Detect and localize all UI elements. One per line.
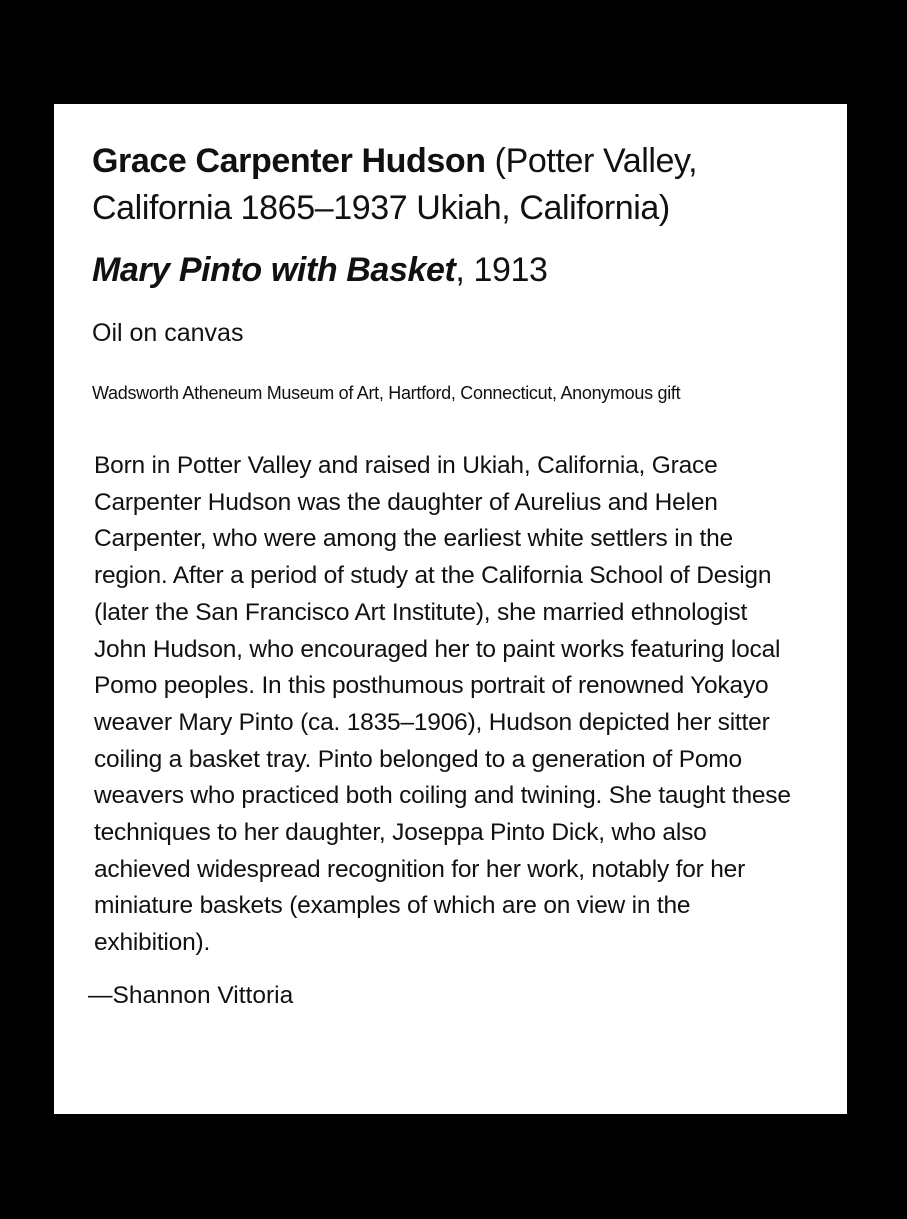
artist-details: (Potter Valley, California 1865–1937 Ukiah, California) <box>92 142 698 227</box>
label-description: Born in Potter Valley and raised in Ukiah, California, Grace Carpenter Hudson was the daughter of Aurelius and Helen Carpenter, who were among the earliest white settlers in the region. After a period of study at the California School of Design (later the San Francisco Art Institute), she married ethnologist John Hudson, who encouraged her to paint works featuring local Pomo peoples. In this posthumous portrait of renowned Yokayo weaver Mary Pinto (ca. 1835–1906), Hudson depicted her sitter coiling a basket tray. Pinto belonged to a generation of Pomo weavers who practiced both coiling and twining. She taught these techniques to her daughter, Joseppa Pinto Dick, who also achieved widespread recognition for her work, notably for her miniature baskets (examples of which are on view in the exhibition). <box>94 452 791 957</box>
artwork-heading <box>92 248 812 292</box>
credit-line: Wadsworth Atheneum Museum of Art, Hartford, Connecticut, Anonymous gift <box>92 383 681 403</box>
artist-heading <box>92 138 812 232</box>
artist-name: Grace Carpenter Hudson <box>92 142 486 180</box>
artwork-title: Mary Pinto with Basket <box>92 251 456 289</box>
artwork-date: , 1913 <box>455 251 548 289</box>
artwork-medium: Oil on canvas <box>92 319 244 347</box>
museum-label-card <box>54 104 847 1114</box>
author-signature: —Shannon Vittoria <box>88 982 294 1009</box>
